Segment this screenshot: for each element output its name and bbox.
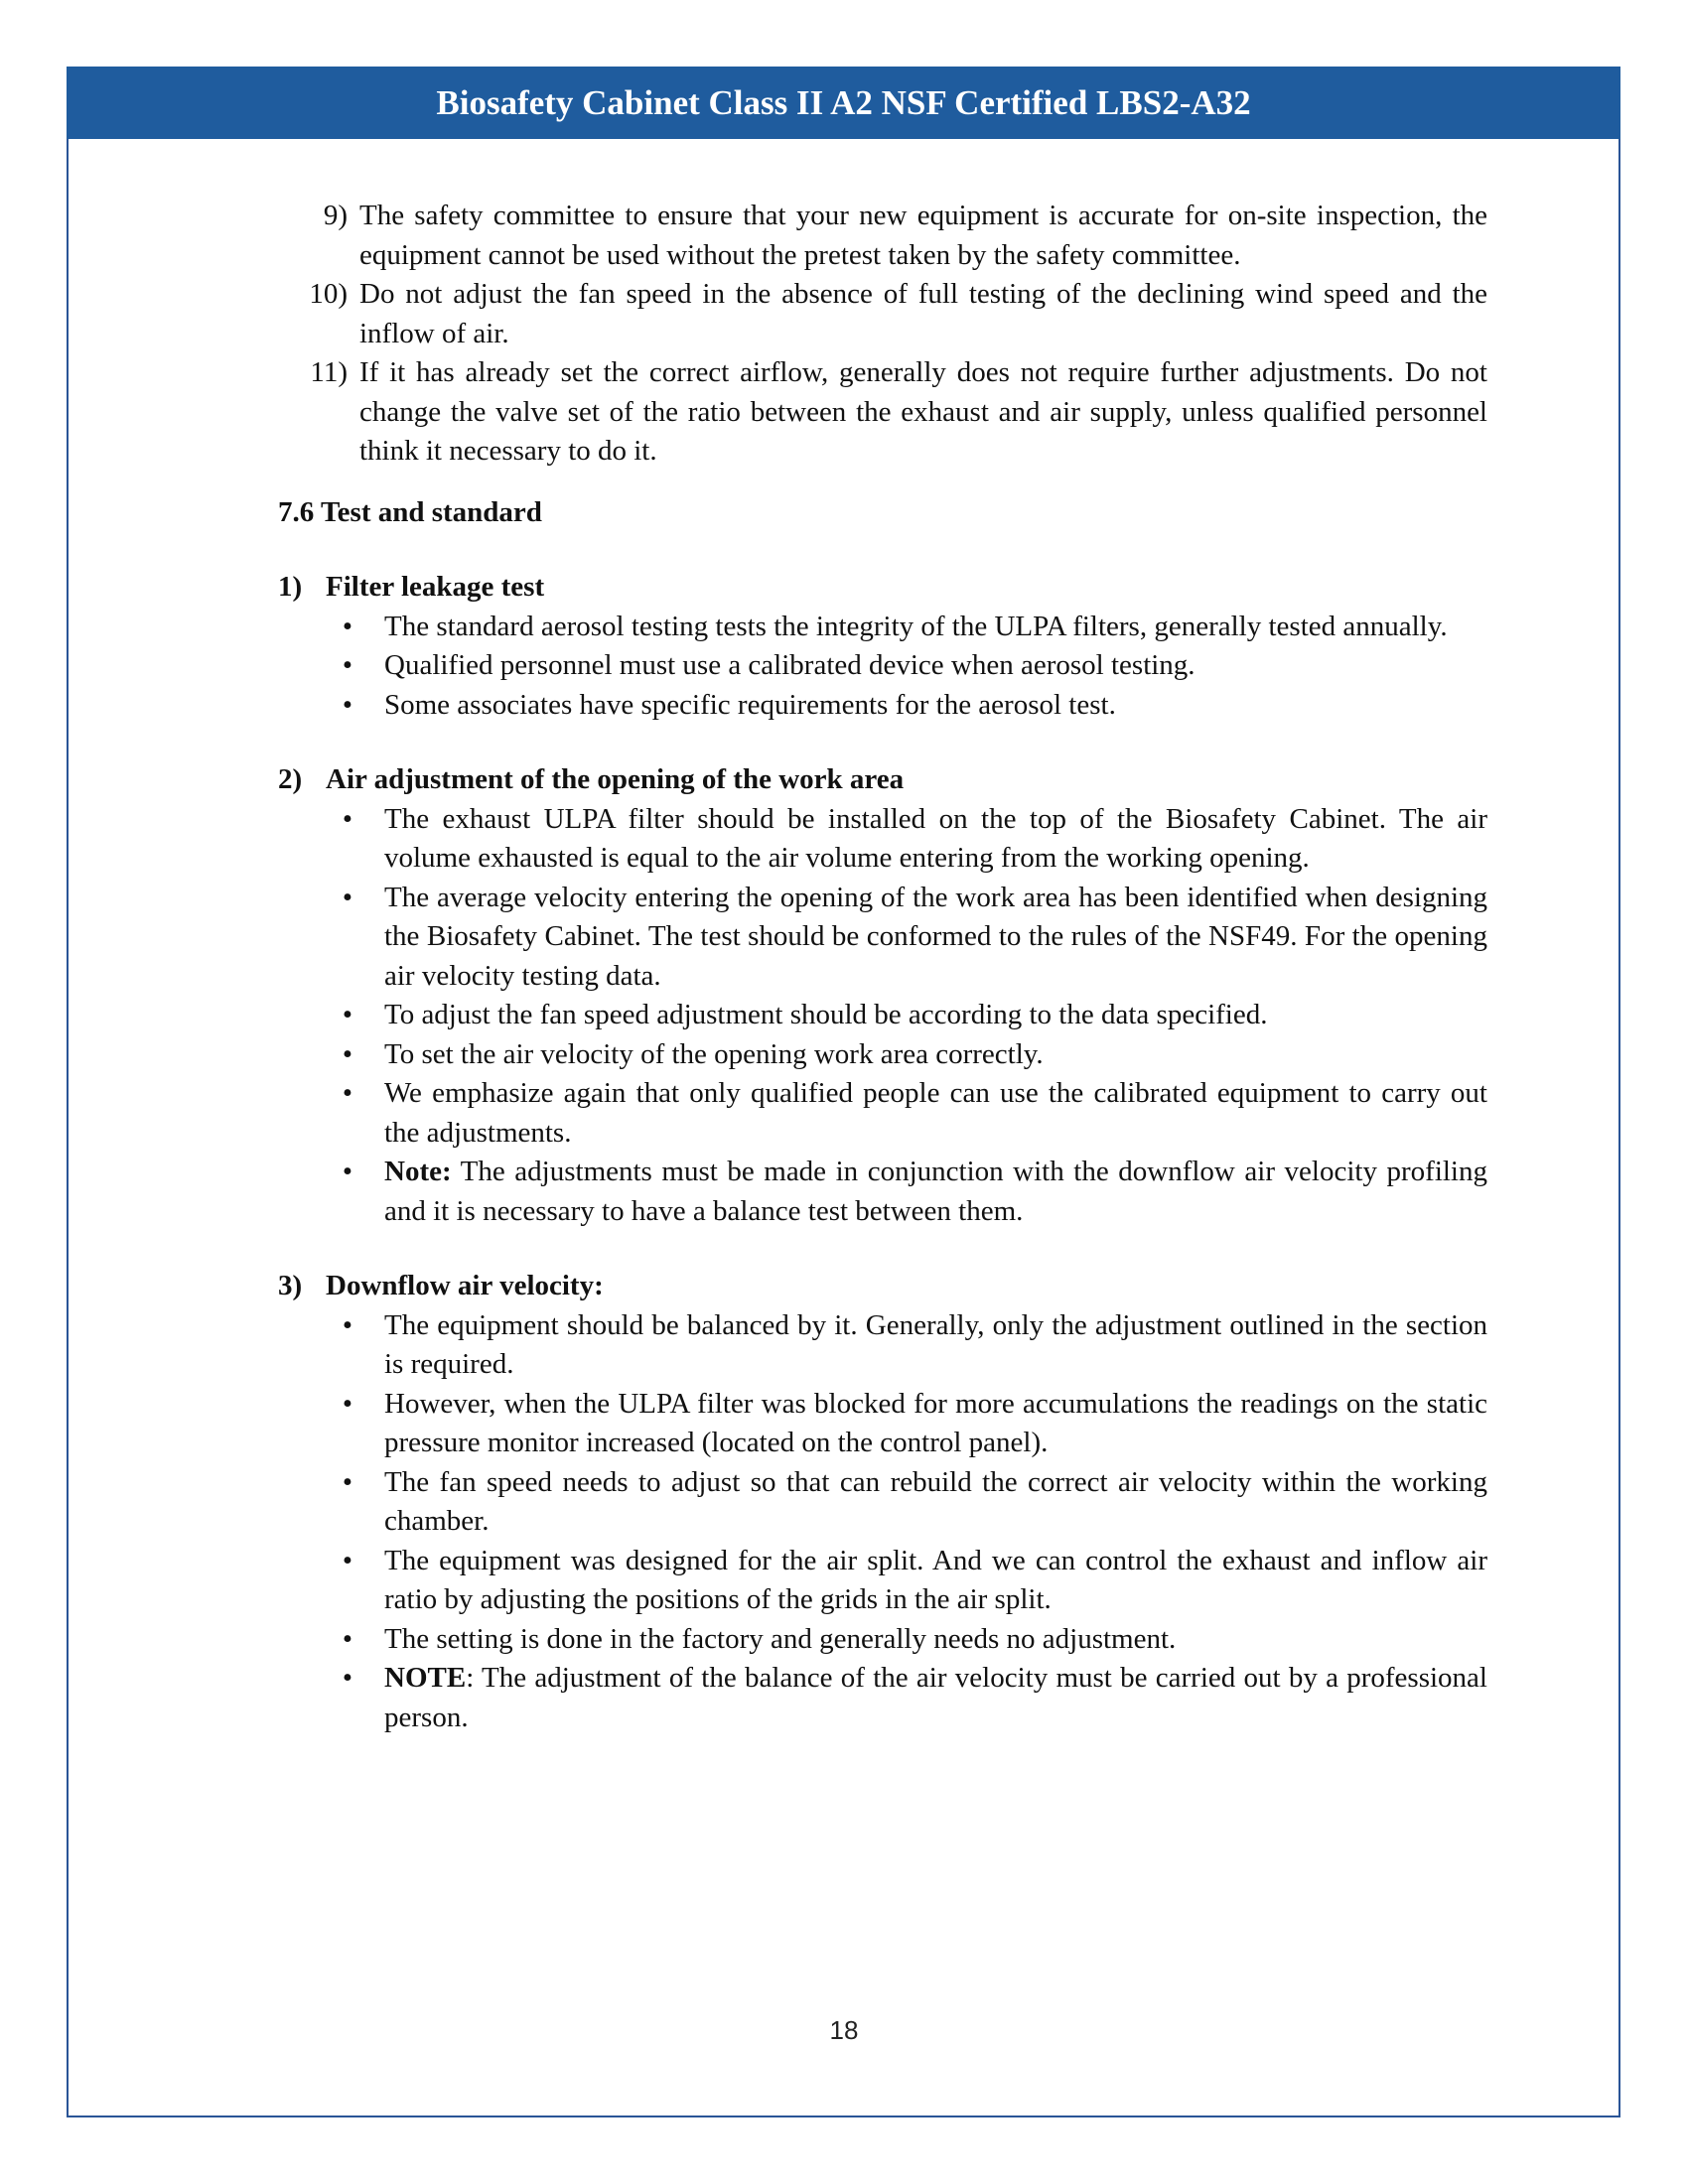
item-text: The safety committee to ensure that your new equipment is accurate for on-site inspection, the equipment cannot be used without the pretest taken by the safety committee. <box>359 200 1487 271</box>
bullet-icon: • <box>342 999 352 1030</box>
bullet-icon: • <box>342 688 352 721</box>
bullet-icon: • <box>342 1465 352 1498</box>
bullet-icon: • <box>342 1662 352 1694</box>
numbered-list <box>278 197 1487 472</box>
bullet-icon: • <box>342 1156 352 1187</box>
item-text: If it has already set the correct airflow, generally does not require further adjustments. Do not change the valve set of the ratio between the exhaust and air supply, unless qualified personnel think it necessary to do it. <box>359 356 1487 467</box>
section-2-heading <box>278 760 1487 800</box>
section-3-bullets <box>278 1306 1487 1738</box>
bullet-icon: • <box>342 649 352 681</box>
bullet-item: • The setting is done in the factory and generally needs no adjustment. <box>278 1620 1487 1660</box>
section-1-bullets <box>278 608 1487 726</box>
item-number: 10) <box>309 278 348 310</box>
page-header <box>67 67 1620 139</box>
bullet-item: • Qualified personnel must use a calibrated device when aerosol testing. <box>278 646 1487 686</box>
bullet-item: • To adjust the fan speed adjustment should be according to the data specified. <box>278 996 1487 1035</box>
bullet-item: • The fan speed needs to adjust so that can rebuild the correct air velocity within the working chamber. <box>278 1463 1487 1542</box>
section-title: Air adjustment of the opening of the work area <box>326 763 905 795</box>
bullet-icon: • <box>342 1544 352 1576</box>
bullet-item: • The equipment was designed for the air split. And we can control the exhaust and inflow air ratio by adjusting the positions of the grids in the air split. <box>278 1542 1487 1620</box>
section-number: 2) <box>278 763 303 795</box>
item-text: Do not adjust the fan speed in the absence of full testing of the declining wind speed and the inflow of air. <box>359 278 1487 349</box>
bullet-item: • We emphasize again that only qualified people can use the calibrated equipment to carry out the adjustments. <box>278 1074 1487 1153</box>
bullet-item: • The exhaust ULPA filter should be installed on the top of the Biosafety Cabinet. The air volume exhausted is equal to the air volume entering from the working opening. <box>278 800 1487 879</box>
bullet-item: • Some associates have specific requirements for the aerosol test. <box>278 686 1487 726</box>
bullet-item: • However, when the ULPA filter was blocked for more accumulations the readings on the static pressure monitor increased (located on the control panel). <box>278 1385 1487 1463</box>
bullet-item: • The standard aerosol testing tests the integrity of the ULPA filters, generally tested annually. <box>278 608 1487 647</box>
item-number: 9) <box>323 200 348 231</box>
bullet-icon: • <box>342 1077 352 1109</box>
bullet-item: • Note: The adjustments must be made in conjunction with the downflow air velocity profiling and it is necessary to have a balance test between them. <box>278 1153 1487 1231</box>
bullet-item: • To set the air velocity of the opening work area correctly. <box>278 1035 1487 1075</box>
numbered-item <box>278 353 1487 472</box>
numbered-item <box>278 197 1487 275</box>
document-body <box>278 197 1487 1737</box>
bullet-icon: • <box>342 1622 352 1655</box>
header-title: Biosafety Cabinet Class II A2 NSF Certified LBS2-A32 <box>436 82 1251 122</box>
section-heading: 7.6 Test and standard <box>278 495 542 528</box>
bullet-icon: • <box>342 1387 352 1420</box>
bullet-icon: • <box>342 881 352 913</box>
section-number: 3) <box>278 1270 303 1301</box>
bullet-item: • The average velocity entering the opening of the work area has been identified when designing the Biosafety Cabinet. The test should be conformed to the rules of the NSF49. For the opening air velocity testing data. <box>278 879 1487 997</box>
bullet-icon: • <box>342 610 352 642</box>
item-number: 11) <box>310 356 348 388</box>
bullet-icon: • <box>342 1308 352 1341</box>
section-2-bullets <box>278 800 1487 1232</box>
section-title: Filter leakage test <box>326 571 545 603</box>
numbered-item <box>278 275 1487 353</box>
bullet-item: • The equipment should be balanced by it. Generally, only the adjustment outlined in the section is required. <box>278 1306 1487 1385</box>
bullet-icon: • <box>342 1037 352 1070</box>
bullet-icon: • <box>342 802 352 835</box>
section-1-heading <box>278 568 1487 608</box>
section-3-heading <box>278 1267 1487 1306</box>
section-number: 1) <box>278 571 303 603</box>
section-title: Downflow air velocity: <box>326 1270 604 1301</box>
bullet-item: • NOTE: The adjustment of the balance of the air velocity must be carried out by a professional person. <box>278 1659 1487 1737</box>
page-number: 18 <box>829 2015 859 2045</box>
